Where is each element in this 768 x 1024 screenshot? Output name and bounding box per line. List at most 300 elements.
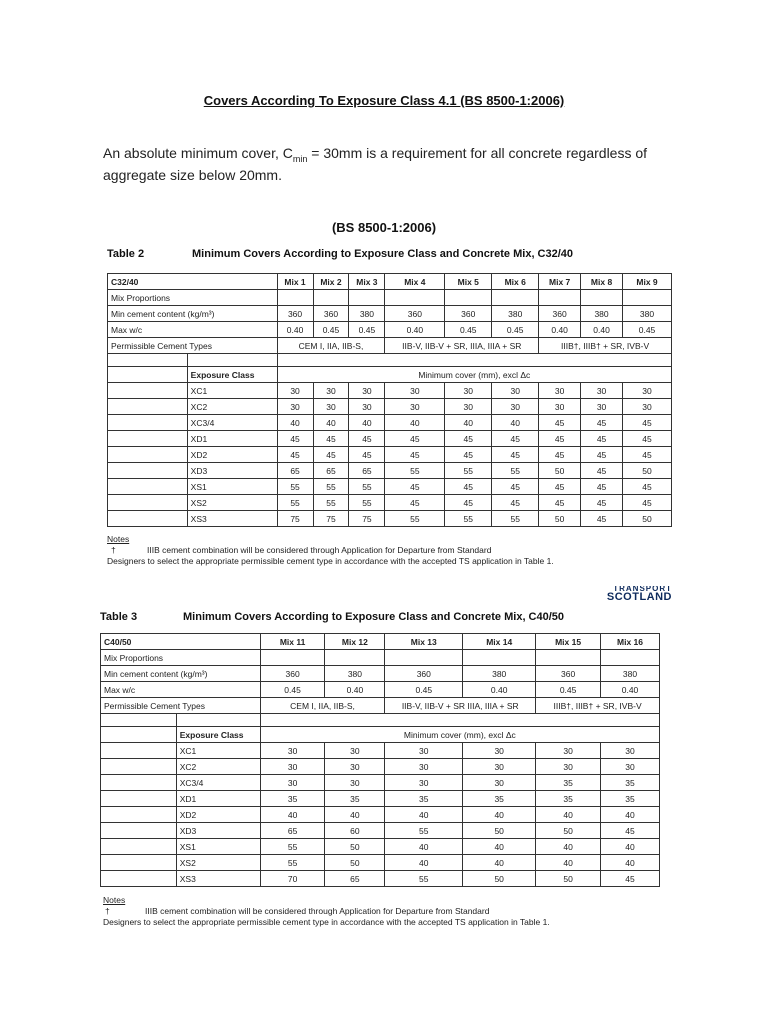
max-wc-value: 0.45 — [260, 682, 325, 698]
exposure-class-cell: XD3 — [187, 463, 277, 479]
row-spacer-cell — [101, 775, 177, 791]
table-row — [101, 775, 660, 791]
table2-header-row — [108, 274, 672, 290]
cover-value-cell: 45 — [581, 511, 623, 527]
table2-cement-types-group: CEM I, IIA, IIB-S, — [277, 338, 385, 354]
table2-caption: Minimum Covers According to Exposure Class and Concrete Mix, C32/40 — [192, 248, 574, 260]
min-cement-value: 380 — [623, 306, 672, 322]
exposure-class-cell: XS2 — [187, 495, 277, 511]
mix-header: Mix 16 — [601, 634, 660, 650]
cover-value-cell: 65 — [277, 463, 313, 479]
cover-value-cell: 45 — [623, 479, 672, 495]
cover-value-cell: 45 — [385, 447, 445, 463]
mix-proportions-cell — [623, 290, 672, 306]
table3-min-cover-label: Minimum cover (mm), excl Δc — [260, 727, 659, 743]
max-wc-value: 0.45 — [385, 682, 463, 698]
cover-value-cell: 55 — [385, 871, 463, 887]
max-wc-value: 0.45 — [445, 322, 492, 338]
cover-value-cell: 55 — [277, 479, 313, 495]
mix-header: Mix 6 — [492, 274, 539, 290]
table3-min-cement-row — [101, 666, 660, 682]
mix-header: Mix 8 — [581, 274, 623, 290]
table-row — [101, 839, 660, 855]
max-wc-value: 0.40 — [601, 682, 660, 698]
row-spacer-cell — [108, 495, 188, 511]
cover-value-cell: 45 — [581, 415, 623, 431]
max-wc-value: 0.40 — [463, 682, 536, 698]
mix-header: Mix 9 — [623, 274, 672, 290]
table3-spacer-row — [101, 714, 660, 727]
min-cement-value: 360 — [536, 666, 601, 682]
table3-max-wc-label: Max w/c — [101, 682, 261, 698]
cover-value-cell: 55 — [445, 463, 492, 479]
cover-value-cell: 40 — [385, 807, 463, 823]
table3-note1: † IIIB cement combination will be considered through Application for Departure from Standard — [105, 906, 490, 916]
table3-exposure-label: Exposure Class — [176, 727, 260, 743]
table3-header-row — [101, 634, 660, 650]
table3-notes-label: Notes — [103, 895, 126, 905]
mix-proportions-cell — [463, 650, 536, 666]
exposure-class-cell: XC2 — [187, 399, 277, 415]
mix-proportions-cell — [492, 290, 539, 306]
cover-value-cell: 50 — [463, 823, 536, 839]
max-wc-value: 0.40 — [581, 322, 623, 338]
cover-value-cell: 30 — [313, 399, 349, 415]
table2-mix-proportions-row — [108, 290, 672, 306]
cover-value-cell: 45 — [277, 447, 313, 463]
row-spacer-cell — [108, 511, 188, 527]
cover-value-cell: 55 — [313, 495, 349, 511]
table-row — [108, 399, 672, 415]
cover-value-cell: 35 — [325, 791, 385, 807]
cover-value-cell: 55 — [492, 463, 539, 479]
cover-value-cell: 35 — [260, 791, 325, 807]
cover-value-cell: 30 — [260, 775, 325, 791]
mix-header: Mix 14 — [463, 634, 536, 650]
exposure-class-cell: XD1 — [187, 431, 277, 447]
mix-header: Mix 13 — [385, 634, 463, 650]
cover-value-cell: 40 — [463, 807, 536, 823]
row-spacer-cell — [101, 759, 177, 775]
row-spacer-cell — [108, 383, 188, 399]
cover-value-cell: 45 — [539, 415, 581, 431]
min-cement-value: 380 — [463, 666, 536, 682]
min-cement-value: 380 — [581, 306, 623, 322]
cover-value-cell: 55 — [492, 511, 539, 527]
cover-value-cell: 55 — [277, 495, 313, 511]
cover-value-cell: 30 — [349, 383, 385, 399]
table3-cement-types-group: IIB-V, IIB-V + SR IIIA, IIIA + SR — [385, 698, 536, 714]
cover-value-cell: 40 — [325, 807, 385, 823]
cover-value-cell: 50 — [623, 463, 672, 479]
cover-value-cell: 45 — [277, 431, 313, 447]
cover-value-cell: 30 — [349, 399, 385, 415]
mix-header: Mix 15 — [536, 634, 601, 650]
row-spacer-cell — [101, 823, 177, 839]
table3-note2: Designers to select the appropriate permissible cement type in accordance with the accepted TS application in Table 1. — [103, 917, 550, 927]
table2-cement-types-group: IIIB†, IIIB† + SR, IVB-V — [539, 338, 672, 354]
table-row — [101, 791, 660, 807]
table-row — [101, 823, 660, 839]
cover-value-cell: 55 — [385, 511, 445, 527]
cover-value-cell: 30 — [601, 759, 660, 775]
cover-value-cell: 30 — [623, 399, 672, 415]
cover-value-cell: 35 — [601, 791, 660, 807]
cover-value-cell: 65 — [325, 871, 385, 887]
cover-value-cell: 45 — [581, 447, 623, 463]
exposure-class-cell: XC3/4 — [176, 775, 260, 791]
cover-value-cell: 30 — [536, 743, 601, 759]
row-spacer-cell — [108, 415, 188, 431]
table2-note1: † IIIB cement combination will be considered through Application for Departure from Standard — [111, 545, 492, 555]
mix-proportions-cell — [539, 290, 581, 306]
min-cement-value: 360 — [445, 306, 492, 322]
row-spacer-cell — [108, 479, 188, 495]
cover-value-cell: 45 — [601, 823, 660, 839]
cover-value-cell: 55 — [313, 479, 349, 495]
standard-reference: (BS 8500-1:2006) — [331, 220, 437, 235]
cover-value-cell: 45 — [539, 479, 581, 495]
cover-value-cell: 40 — [385, 855, 463, 871]
max-wc-value: 0.40 — [539, 322, 581, 338]
cover-value-cell: 30 — [445, 399, 492, 415]
cover-value-cell: 45 — [623, 415, 672, 431]
table-row — [101, 759, 660, 775]
cover-value-cell: 30 — [260, 743, 325, 759]
mix-proportions-cell — [385, 290, 445, 306]
cover-value-cell: 40 — [260, 807, 325, 823]
min-cement-value: 380 — [325, 666, 385, 682]
table2-cement-types-row — [108, 338, 672, 354]
cover-value-cell: 45 — [492, 447, 539, 463]
cover-value-cell: 30 — [325, 743, 385, 759]
cover-value-cell: 50 — [463, 871, 536, 887]
table-row — [101, 743, 660, 759]
cover-value-cell: 75 — [277, 511, 313, 527]
mix-header: Mix 1 — [277, 274, 313, 290]
table2-cement-types-label: Permissible Cement Types — [108, 338, 278, 354]
table-row — [108, 495, 672, 511]
cover-value-cell: 55 — [385, 823, 463, 839]
cover-value-cell: 55 — [349, 479, 385, 495]
cover-value-cell: 50 — [536, 823, 601, 839]
row-spacer-cell — [101, 791, 177, 807]
min-cement-value: 360 — [260, 666, 325, 682]
mix-header: Mix 4 — [385, 274, 445, 290]
cover-value-cell: 45 — [349, 447, 385, 463]
cover-value-cell: 30 — [385, 399, 445, 415]
mix-header: Mix 11 — [260, 634, 325, 650]
cover-value-cell: 45 — [623, 431, 672, 447]
min-cement-value: 380 — [601, 666, 660, 682]
table-row — [101, 871, 660, 887]
intro-subscript: min — [292, 153, 308, 164]
row-spacer-cell — [108, 399, 188, 415]
transport-scotland-logo — [560, 586, 672, 603]
exposure-class-cell: XC1 — [176, 743, 260, 759]
cover-value-cell: 30 — [601, 743, 660, 759]
cover-value-cell: 50 — [536, 871, 601, 887]
table2-exposure-header-row — [108, 367, 672, 383]
table2-label: Table 2 — [107, 248, 145, 260]
row-spacer-cell — [101, 839, 177, 855]
table3-caption: Minimum Covers According to Exposure Class and Concrete Mix, C40/50 — [183, 611, 565, 623]
cover-value-cell: 45 — [623, 447, 672, 463]
cover-value-cell: 40 — [385, 415, 445, 431]
mix-proportions-cell — [581, 290, 623, 306]
table3-grade: C40/50 — [101, 634, 261, 650]
table-row — [108, 431, 672, 447]
mix-proportions-cell — [313, 290, 349, 306]
cover-value-cell: 45 — [492, 479, 539, 495]
table2-note2: Designers to select the appropriate permissible cement type in accordance with the accepted TS application in Table 1. — [107, 556, 554, 566]
cover-value-cell: 45 — [581, 463, 623, 479]
cover-value-cell: 55 — [385, 463, 445, 479]
exposure-class-cell: XS3 — [176, 871, 260, 887]
cover-value-cell: 30 — [463, 775, 536, 791]
table2-cement-types-group: IIB-V, IIB-V + SR, IIIA, IIIA + SR — [385, 338, 539, 354]
cover-value-cell: 45 — [385, 479, 445, 495]
cover-value-cell: 40 — [601, 839, 660, 855]
cover-value-cell: 45 — [445, 495, 492, 511]
min-cement-value: 360 — [539, 306, 581, 322]
mix-proportions-cell — [601, 650, 660, 666]
cover-value-cell: 35 — [463, 791, 536, 807]
row-spacer-cell — [101, 871, 177, 887]
exposure-class-cell: XD2 — [176, 807, 260, 823]
cover-value-cell: 45 — [385, 431, 445, 447]
cover-value-cell: 60 — [325, 823, 385, 839]
table3-mix-proportions-label: Mix Proportions — [101, 650, 261, 666]
cover-value-cell: 65 — [313, 463, 349, 479]
row-spacer-cell — [108, 447, 188, 463]
table3-cement-types-row — [101, 698, 660, 714]
cover-value-cell: 30 — [463, 759, 536, 775]
cover-value-cell: 40 — [277, 415, 313, 431]
table-row — [108, 383, 672, 399]
table3-cement-types-label: Permissible Cement Types — [101, 698, 261, 714]
cover-value-cell: 45 — [539, 495, 581, 511]
page-title: Covers According To Exposure Class 4.1 (BS 8500-1:2006) — [203, 93, 565, 108]
cover-value-cell: 30 — [536, 759, 601, 775]
table-row — [108, 511, 672, 527]
table3 — [100, 633, 660, 887]
cover-value-cell: 40 — [445, 415, 492, 431]
mix-proportions-cell — [349, 290, 385, 306]
table-row — [101, 855, 660, 871]
cover-value-cell: 30 — [539, 399, 581, 415]
table3-max-wc-row — [101, 682, 660, 698]
cover-value-cell: 30 — [492, 399, 539, 415]
cover-value-cell: 45 — [445, 431, 492, 447]
cover-value-cell: 45 — [385, 495, 445, 511]
cover-value-cell: 40 — [463, 855, 536, 871]
table3-cement-types-group: IIIB†, IIIB† + SR, IVB-V — [536, 698, 660, 714]
cover-value-cell: 30 — [492, 383, 539, 399]
table2-notes — [107, 534, 687, 567]
logo-line2: SCOTLAND — [606, 591, 672, 603]
table-row — [108, 463, 672, 479]
cover-value-cell: 40 — [536, 807, 601, 823]
cover-value-cell: 30 — [313, 383, 349, 399]
cover-value-cell: 30 — [385, 743, 463, 759]
table2-mix-proportions-label: Mix Proportions — [108, 290, 278, 306]
table-row — [101, 807, 660, 823]
cover-value-cell: 70 — [260, 871, 325, 887]
min-cement-value: 360 — [313, 306, 349, 322]
max-wc-value: 0.45 — [349, 322, 385, 338]
mix-proportions-cell — [445, 290, 492, 306]
cover-value-cell: 40 — [536, 855, 601, 871]
table2 — [107, 273, 672, 527]
mix-header: Mix 7 — [539, 274, 581, 290]
mix-proportions-cell — [277, 290, 313, 306]
cover-value-cell: 75 — [349, 511, 385, 527]
table3-cement-types-group: CEM I, IIA, IIB-S, — [260, 698, 385, 714]
exposure-class-cell: XD1 — [176, 791, 260, 807]
row-spacer-cell — [101, 743, 177, 759]
cover-value-cell: 50 — [623, 511, 672, 527]
cover-value-cell: 45 — [581, 479, 623, 495]
exposure-class-cell: XD2 — [187, 447, 277, 463]
cover-value-cell: 45 — [539, 431, 581, 447]
intro-paragraph — [103, 145, 673, 183]
min-cement-value: 380 — [349, 306, 385, 322]
min-cement-value: 360 — [385, 306, 445, 322]
intro-text-end: = 30mm is a requirement for all concrete regardless of aggregate size below 20mm. — [103, 145, 648, 183]
cover-value-cell: 30 — [623, 383, 672, 399]
cover-value-cell: 40 — [492, 415, 539, 431]
mix-header: Mix 3 — [349, 274, 385, 290]
table3-mix-proportions-row — [101, 650, 660, 666]
cover-value-cell: 45 — [492, 495, 539, 511]
row-spacer-cell — [101, 807, 177, 823]
cover-value-cell: 45 — [539, 447, 581, 463]
cover-value-cell: 45 — [581, 495, 623, 511]
cover-value-cell: 35 — [385, 791, 463, 807]
cover-value-cell: 30 — [581, 399, 623, 415]
table3-notes — [103, 895, 683, 928]
cover-value-cell: 30 — [539, 383, 581, 399]
cover-value-cell: 40 — [601, 807, 660, 823]
cover-value-cell: 30 — [325, 759, 385, 775]
cover-value-cell: 40 — [536, 839, 601, 855]
cover-value-cell: 35 — [601, 775, 660, 791]
cover-value-cell: 30 — [385, 775, 463, 791]
cover-value-cell: 75 — [313, 511, 349, 527]
exposure-class-cell: XD3 — [176, 823, 260, 839]
cover-value-cell: 50 — [325, 855, 385, 871]
cover-value-cell: 40 — [349, 415, 385, 431]
cover-value-cell: 45 — [445, 447, 492, 463]
cover-value-cell: 30 — [260, 759, 325, 775]
cover-value-cell: 30 — [581, 383, 623, 399]
table3-min-cement-label: Min cement content (kg/m³) — [101, 666, 261, 682]
cover-value-cell: 30 — [445, 383, 492, 399]
min-cement-value: 360 — [385, 666, 463, 682]
table3-exposure-header-row — [101, 727, 660, 743]
exposure-class-cell: XS1 — [176, 839, 260, 855]
mix-header: Mix 12 — [325, 634, 385, 650]
cover-value-cell: 30 — [385, 759, 463, 775]
mix-header: Mix 5 — [445, 274, 492, 290]
exposure-class-cell: XC1 — [187, 383, 277, 399]
mix-proportions-cell — [260, 650, 325, 666]
table3-label: Table 3 — [100, 611, 138, 623]
cover-value-cell: 45 — [581, 431, 623, 447]
table2-spacer-row — [108, 354, 672, 367]
cover-value-cell: 45 — [313, 447, 349, 463]
cover-value-cell: 45 — [349, 431, 385, 447]
cover-value-cell: 55 — [260, 855, 325, 871]
cover-value-cell: 50 — [539, 511, 581, 527]
intro-text: An absolute minimum cover, C — [103, 145, 293, 161]
cover-value-cell: 55 — [349, 495, 385, 511]
row-spacer-cell — [108, 431, 188, 447]
cover-value-cell: 65 — [349, 463, 385, 479]
table2-notes-label: Notes — [107, 534, 130, 544]
table2-max-wc-row — [108, 322, 672, 338]
exposure-class-cell: XS1 — [187, 479, 277, 495]
table2-max-wc-label: Max w/c — [108, 322, 278, 338]
cover-value-cell: 55 — [445, 511, 492, 527]
exposure-class-cell: XS3 — [187, 511, 277, 527]
table2-min-cement-row — [108, 306, 672, 322]
exposure-class-cell: XC3/4 — [187, 415, 277, 431]
table2-grade: C32/40 — [108, 274, 278, 290]
cover-value-cell: 30 — [325, 775, 385, 791]
max-wc-value: 0.40 — [325, 682, 385, 698]
cover-value-cell: 40 — [385, 839, 463, 855]
mix-proportions-cell — [385, 650, 463, 666]
table2-exposure-label: Exposure Class — [187, 367, 277, 383]
cover-value-cell: 40 — [463, 839, 536, 855]
cover-value-cell: 30 — [463, 743, 536, 759]
cover-value-cell: 30 — [277, 383, 313, 399]
table-row — [108, 447, 672, 463]
min-cement-value: 360 — [277, 306, 313, 322]
min-cement-value: 380 — [492, 306, 539, 322]
cover-value-cell: 45 — [445, 479, 492, 495]
exposure-class-cell: XC2 — [176, 759, 260, 775]
max-wc-value: 0.45 — [492, 322, 539, 338]
table2-min-cement-label: Min cement content (kg/m³) — [108, 306, 278, 322]
cover-value-cell: 45 — [601, 871, 660, 887]
mix-proportions-cell — [536, 650, 601, 666]
cover-value-cell: 45 — [492, 431, 539, 447]
cover-value-cell: 35 — [536, 775, 601, 791]
max-wc-value: 0.45 — [313, 322, 349, 338]
cover-value-cell: 65 — [260, 823, 325, 839]
max-wc-value: 0.45 — [536, 682, 601, 698]
table-row — [108, 415, 672, 431]
cover-value-cell: 40 — [601, 855, 660, 871]
cover-value-cell: 30 — [277, 399, 313, 415]
cover-value-cell: 40 — [313, 415, 349, 431]
max-wc-value: 0.40 — [385, 322, 445, 338]
exposure-class-cell: XS2 — [176, 855, 260, 871]
cover-value-cell: 55 — [260, 839, 325, 855]
table-row — [108, 479, 672, 495]
row-spacer-cell — [101, 855, 177, 871]
cover-value-cell: 45 — [313, 431, 349, 447]
max-wc-value: 0.40 — [277, 322, 313, 338]
cover-value-cell: 45 — [623, 495, 672, 511]
cover-value-cell: 50 — [325, 839, 385, 855]
cover-value-cell: 50 — [539, 463, 581, 479]
cover-value-cell: 30 — [385, 383, 445, 399]
cover-value-cell: 35 — [536, 791, 601, 807]
